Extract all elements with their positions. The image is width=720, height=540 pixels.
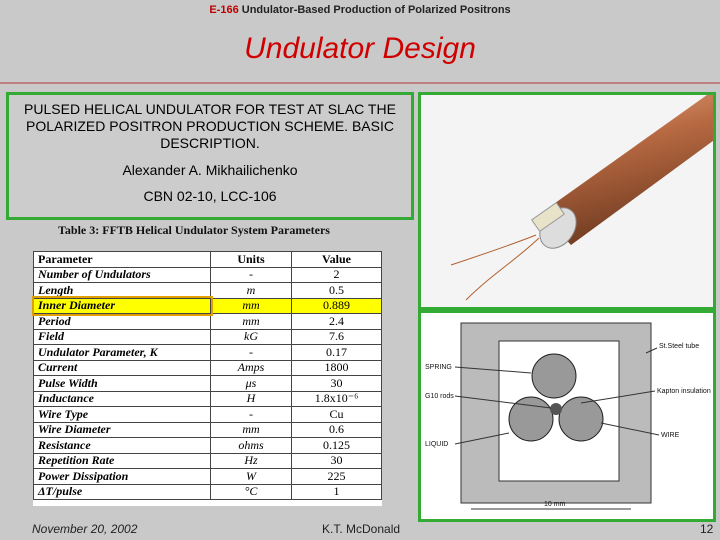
cell-value: 30 bbox=[292, 376, 382, 392]
cell-value: 0.5 bbox=[292, 283, 382, 299]
label-steel-tube: St.Steel tube bbox=[659, 343, 700, 350]
experiment-code: E-166 bbox=[209, 4, 239, 16]
cell-value: 225 bbox=[292, 469, 382, 485]
parameter-table bbox=[33, 251, 382, 500]
cross-section-diagram bbox=[418, 310, 716, 522]
cell-value: Cu bbox=[292, 407, 382, 423]
cell-units: H bbox=[211, 391, 292, 407]
header-value: Value bbox=[292, 252, 382, 268]
cell-parameter: Inner Diameter bbox=[34, 298, 211, 314]
label-wire: WIRE bbox=[661, 432, 680, 439]
cell-value: 0.17 bbox=[292, 345, 382, 361]
table-row bbox=[34, 391, 382, 407]
cell-value: 7.6 bbox=[292, 329, 382, 345]
cell-units: m bbox=[211, 283, 292, 299]
cell-units: Hz bbox=[211, 453, 292, 469]
table-row bbox=[34, 438, 382, 454]
label-g10-rods: G10 rods bbox=[425, 393, 454, 400]
paper-title: PULSED HELICAL UNDULATOR FOR TEST AT SLAC THE POLARIZED POSITRON PRODUCTION SCHEME. BASIC DESCRIPTION. bbox=[24, 101, 396, 151]
table-row bbox=[34, 314, 382, 330]
cell-units: - bbox=[211, 407, 292, 423]
cell-parameter: Length bbox=[34, 283, 211, 299]
wire-right bbox=[559, 397, 603, 441]
table-row bbox=[34, 453, 382, 469]
cell-units: kG bbox=[211, 329, 292, 345]
cell-value: 30 bbox=[292, 453, 382, 469]
cell-parameter: Inductance bbox=[34, 391, 211, 407]
footer-date: November 20, 2002 bbox=[32, 522, 138, 536]
cell-units: °C bbox=[211, 484, 292, 500]
cell-parameter: Number of Undulators bbox=[34, 267, 211, 283]
cell-units: - bbox=[211, 267, 292, 283]
cell-value: 1.8x10⁻⁶ bbox=[292, 391, 382, 407]
cell-value: 0.125 bbox=[292, 438, 382, 454]
cross-section-svg bbox=[421, 313, 713, 519]
lead-wire-1 bbox=[451, 235, 536, 265]
paper-reference: CBN 02-10, LCC-106 bbox=[143, 188, 277, 204]
parameter-table-wrap bbox=[33, 251, 382, 506]
label-kapton: Kapton insulation bbox=[657, 388, 711, 395]
slide-header bbox=[0, 4, 720, 16]
cell-parameter: Undulator Parameter, K bbox=[34, 345, 211, 361]
table-row bbox=[34, 360, 382, 376]
table-row bbox=[34, 345, 382, 361]
table-row bbox=[34, 329, 382, 345]
title-divider bbox=[0, 82, 720, 84]
undulator-photo bbox=[418, 92, 716, 310]
cell-parameter: Field bbox=[34, 329, 211, 345]
wire-top bbox=[532, 354, 576, 398]
cell-parameter: Resistance bbox=[34, 438, 211, 454]
scale-label: 10 mm bbox=[544, 501, 566, 508]
cell-parameter: Wire Diameter bbox=[34, 422, 211, 438]
cell-units: mm bbox=[211, 298, 292, 314]
cell-value: 2.4 bbox=[292, 314, 382, 330]
cell-units: ohms bbox=[211, 438, 292, 454]
cell-parameter: Current bbox=[34, 360, 211, 376]
label-spring: SPRING bbox=[425, 364, 452, 371]
table-row bbox=[34, 298, 382, 314]
table-row bbox=[34, 376, 382, 392]
reference-box bbox=[6, 92, 414, 220]
center-rod bbox=[550, 403, 562, 415]
paper-author: Alexander A. Mikhailichenko bbox=[122, 162, 298, 178]
page-number: 12 bbox=[700, 522, 714, 536]
cell-units: mm bbox=[211, 422, 292, 438]
table-row bbox=[34, 484, 382, 500]
cell-parameter: Wire Type bbox=[34, 407, 211, 423]
cell-value: 1 bbox=[292, 484, 382, 500]
cell-units: μs bbox=[211, 376, 292, 392]
cell-parameter: Repetition Rate bbox=[34, 453, 211, 469]
copper-tube-illustration bbox=[421, 95, 713, 307]
footer-author: K.T. McDonald bbox=[322, 522, 401, 536]
table-row bbox=[34, 422, 382, 438]
table-caption: Table 3: FFTB Helical Undulator System Parameters bbox=[58, 223, 330, 237]
cell-parameter: ΔT/pulse bbox=[34, 484, 211, 500]
cell-units: mm bbox=[211, 314, 292, 330]
cell-units: - bbox=[211, 345, 292, 361]
cell-parameter: Pulse Width bbox=[34, 376, 211, 392]
cell-parameter: Power Dissipation bbox=[34, 469, 211, 485]
cell-value: 0.889 bbox=[292, 298, 382, 314]
header-units: Units bbox=[211, 252, 292, 268]
cell-units: W bbox=[211, 469, 292, 485]
cell-value: 2 bbox=[292, 267, 382, 283]
table-header-row bbox=[34, 252, 382, 268]
cell-units: Amps bbox=[211, 360, 292, 376]
table-row bbox=[34, 267, 382, 283]
header-text: Undulator-Based Production of Polarized Positrons bbox=[241, 4, 511, 16]
cell-value: 1800 bbox=[292, 360, 382, 376]
table-row bbox=[34, 407, 382, 423]
slide-title: Undulator Design bbox=[244, 32, 476, 65]
cell-value: 0.6 bbox=[292, 422, 382, 438]
header-parameter: Parameter bbox=[34, 252, 211, 268]
cell-parameter: Period bbox=[34, 314, 211, 330]
table-row bbox=[34, 283, 382, 299]
label-liquid: LIQUID bbox=[425, 441, 449, 448]
table-row bbox=[34, 469, 382, 485]
